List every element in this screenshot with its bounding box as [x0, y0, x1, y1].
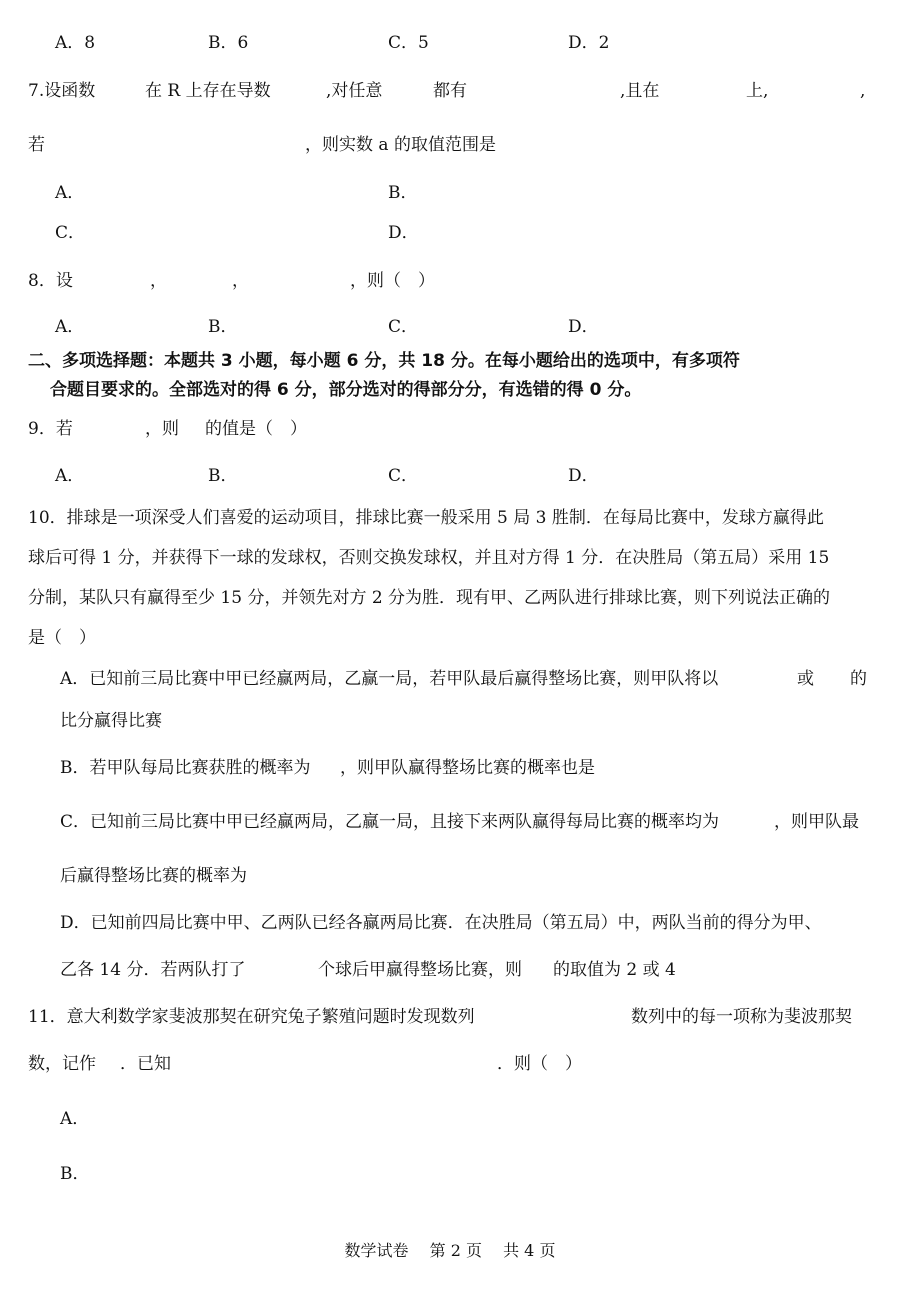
q6-option-a: A．8 [55, 33, 96, 53]
q8-option-a: A． [55, 317, 85, 337]
q9-option-b: B． [208, 466, 238, 486]
q7-option-b: B． [388, 183, 418, 203]
q8-text: ， [232, 271, 249, 291]
q11-option-b: B． [60, 1164, 90, 1184]
q7-option-a: A． [55, 183, 85, 203]
q6-option-c: C．5 [388, 33, 429, 53]
q11-text: ．已知 [120, 1054, 171, 1074]
footer-page-number: 第 2 页 [429, 1241, 482, 1260]
q10-option-c-text: ，则甲队最 [774, 812, 859, 832]
q10-stem-line: 球后可得 1 分，并获得下一球的发球权，否则交换发球权，并且对方得 1 分．在决胜局（第五局）采用 15 [28, 548, 830, 568]
footer-subject: 数学试卷 [344, 1241, 409, 1260]
q8-text: ，则（ ） [350, 271, 435, 291]
q11-text: 数列中的每一项称为斐波那契 [631, 1007, 852, 1027]
section-2-line-2: 合题目要求的。全部选对的得 6 分，部分选对的得部分分，有选错的得 0 分。 [50, 380, 642, 400]
q10-option-b-text: ，则甲队赢得整场比赛的概率也是 [340, 758, 595, 778]
q7-option-c: C． [55, 223, 86, 243]
q9-text: ，则 [145, 419, 179, 439]
q7-text: 都有 [433, 81, 467, 101]
q10-stem-line: 分制，某队只有赢得至少 15 分，并领先对方 2 分为胜．现有甲、乙两队进行排球比赛，则下列说法正确的 [28, 588, 831, 608]
q8-text: ， [150, 271, 167, 291]
q7-text: 上, [746, 81, 769, 101]
q10-option-c-text: 后赢得整场比赛的概率为 [60, 866, 247, 886]
q10-option-a-text: 比分赢得比赛 [60, 711, 162, 731]
q7-text: 7.设函数 [28, 81, 96, 101]
q10-option-a-text: 的 [850, 669, 867, 689]
footer-total-pages: 共 4 页 [503, 1241, 556, 1260]
q6-option-b: B．6 [208, 33, 249, 53]
section-2-line-1: 二、多项选择题：本题共 3 小题，每小题 6 分，共 18 分。在每小题给出的选项中，有多项符 [28, 351, 740, 371]
q11-text: ．则（ ） [497, 1054, 582, 1074]
q7-text: , [860, 81, 866, 101]
q9-option-a: A． [55, 466, 85, 486]
q10-option-b-text: B．若甲队每局比赛获胜的概率为 [60, 758, 311, 778]
q10-option-d-text: 个球后甲赢得整场比赛，则 [318, 960, 522, 980]
q7-option-d: D． [388, 223, 419, 243]
q8-text: 8．设 [28, 271, 73, 291]
q7-text: ,且在 [620, 81, 660, 101]
q10-option-d-text: D．已知前四局比赛中甲、乙两队已经各赢两局比赛．在决胜局（第五局）中，两队当前的得分为甲、 [60, 913, 822, 933]
q10-option-c-text: C．已知前三局比赛中甲已经赢两局，乙赢一局，且接下来两队赢得每局比赛的概率均为 [60, 812, 720, 832]
q7-text: ,对任意 [326, 81, 383, 101]
q11-text: 数，记作 [28, 1054, 96, 1074]
q8-option-c: C． [388, 317, 419, 337]
q9-option-d: D． [568, 466, 599, 486]
q9-text: 的值是（ ） [205, 419, 307, 439]
q9-option-c: C． [388, 466, 419, 486]
q10-option-d-text: 的取值为 2 或 4 [553, 960, 676, 980]
q9-text: 9．若 [28, 419, 73, 439]
q8-option-d: D． [568, 317, 599, 337]
q11-option-a: A． [60, 1109, 90, 1129]
q8-option-b: B． [208, 317, 238, 337]
q10-option-a-text: A．已知前三局比赛中甲已经赢两局，乙赢一局，若甲队最后赢得整场比赛，则甲队将以 [60, 669, 719, 689]
q10-stem-line: 是（ ） [28, 628, 96, 648]
q7-text: ，则实数 a 的取值范围是 [305, 135, 496, 155]
page-footer [0, 1238, 900, 1261]
q11-text: 11．意大利数学家斐波那契在研究兔子繁殖问题时发现数列 [28, 1007, 475, 1027]
q6-option-d: D．2 [568, 33, 610, 53]
q7-text: 在 R 上存在导数 [145, 81, 271, 101]
q10-stem-line: 10．排球是一项深受人们喜爱的运动项目，排球比赛一般采用 5 局 3 胜制．在每局比赛中，发球方赢得此 [28, 508, 824, 528]
q10-option-a-text: 或 [797, 669, 814, 689]
q7-text: 若 [28, 135, 45, 155]
q10-option-d-text: 乙各 14 分．若两队打了 [60, 960, 246, 980]
